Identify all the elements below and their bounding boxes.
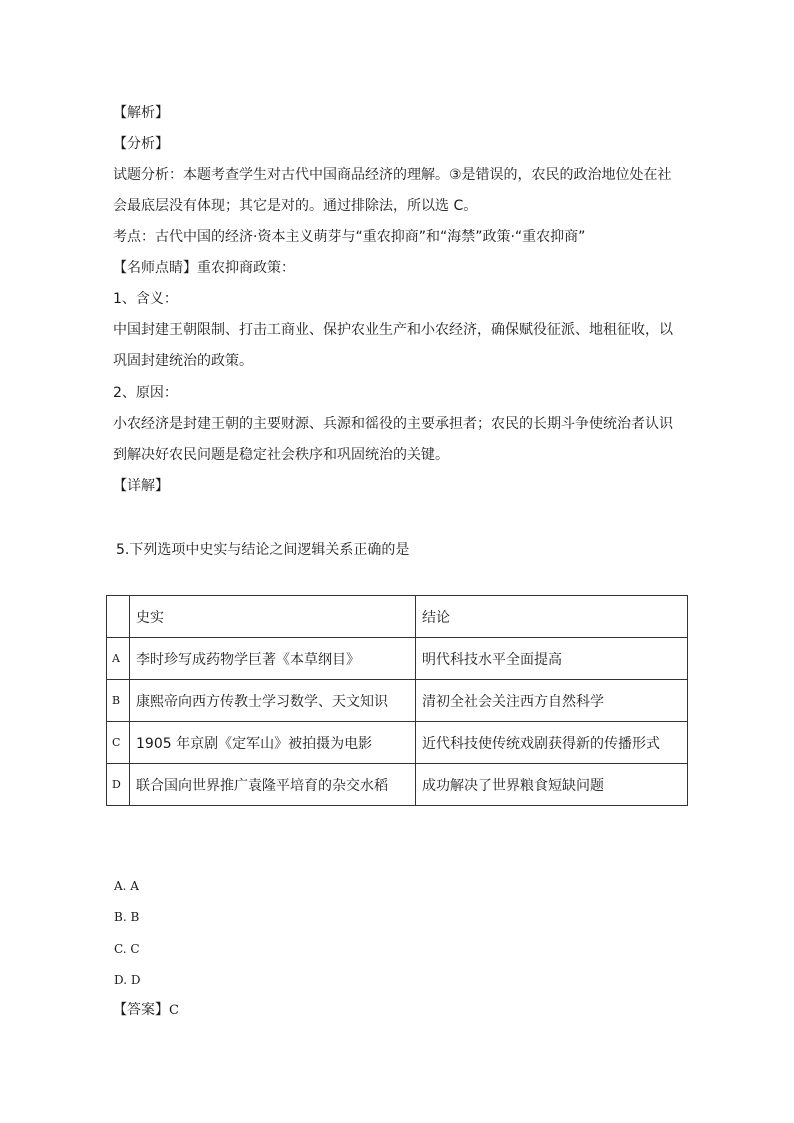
mingshi-heading: 【名师点睛】重农抑商政策： — [113, 260, 295, 276]
row-letter: D — [107, 764, 130, 806]
row-fact: 李时珍写成药物学巨著《本草纲目》 — [130, 638, 416, 680]
row-fact: 康熙帝向西方传教士学习数学、天文知识 — [130, 680, 416, 722]
item2-title: 2、原因： — [113, 385, 178, 401]
table-header-letter — [107, 596, 130, 638]
analysis-text-line-1: 试题分析：本题考查学生对古代中国商品经济的理解。③是错误的，农民的政治地位处在社 — [113, 167, 672, 183]
answer-label: 【答案】 — [113, 1002, 169, 1018]
option-c: C. C — [114, 942, 140, 956]
row-conclusion: 成功解决了世界粮食短缺问题 — [416, 764, 688, 806]
table-header-conclusion: 结论 — [416, 596, 688, 638]
table-header-fact: 史实 — [130, 596, 416, 638]
fenxi-heading: 【分析】 — [113, 136, 169, 152]
answer-value: C — [169, 1003, 179, 1018]
row-letter: B — [107, 680, 130, 722]
question-title: 5.下列选项中史实与结论之间逻辑关系正确的是 — [116, 542, 410, 558]
item1-text-line-1: 中国封建王朝限制、打击工商业、保护农业生产和小农经济，确保赋役征派、地租征收，以 — [113, 322, 673, 338]
row-fact: 联合国向世界推广袁隆平培育的杂交水稻 — [130, 764, 416, 806]
table-row — [107, 722, 688, 764]
option-b: B. B — [114, 910, 140, 924]
item1-title: 1、含义： — [113, 291, 178, 307]
table-row — [107, 764, 688, 806]
row-letter: A — [107, 638, 130, 680]
item2-text-line-2: 到解决好农民问题是稳定社会秩序和巩固统治的关键。 — [113, 447, 449, 463]
question-table — [106, 595, 688, 806]
item2-text-line-1: 小农经济是封建王朝的主要财源、兵源和徭役的主要承担者；农民的长期斗争使统治者认识 — [113, 416, 673, 432]
row-conclusion: 明代科技水平全面提高 — [416, 638, 688, 680]
option-d: D. D — [114, 973, 141, 987]
table-row — [107, 638, 688, 680]
answer-line — [113, 1000, 179, 1021]
row-conclusion: 近代科技使传统戏剧获得新的传播形式 — [416, 722, 688, 764]
row-fact: 1905 年京剧《定军山》被拍摄为电影 — [130, 722, 416, 764]
analysis-text-line-2: 会最底层没有体现；其它是对的。通过排除法，所以选 C。 — [113, 198, 478, 214]
table-header-row — [107, 596, 688, 638]
kaodian-text: 考点：古代中国的经济·资本主义萌芽与“重农抑商”和“海禁”政策·“重农抑商” — [113, 229, 586, 245]
table-row — [107, 680, 688, 722]
option-a: A. A — [114, 879, 139, 893]
xiangjie-heading: 【详解】 — [113, 478, 169, 494]
row-letter: C — [107, 722, 130, 764]
item1-text-line-2: 巩固封建统治的政策。 — [113, 353, 253, 369]
analysis-heading: 【解析】 — [113, 105, 169, 121]
row-conclusion: 清初全社会关注西方自然科学 — [416, 680, 688, 722]
